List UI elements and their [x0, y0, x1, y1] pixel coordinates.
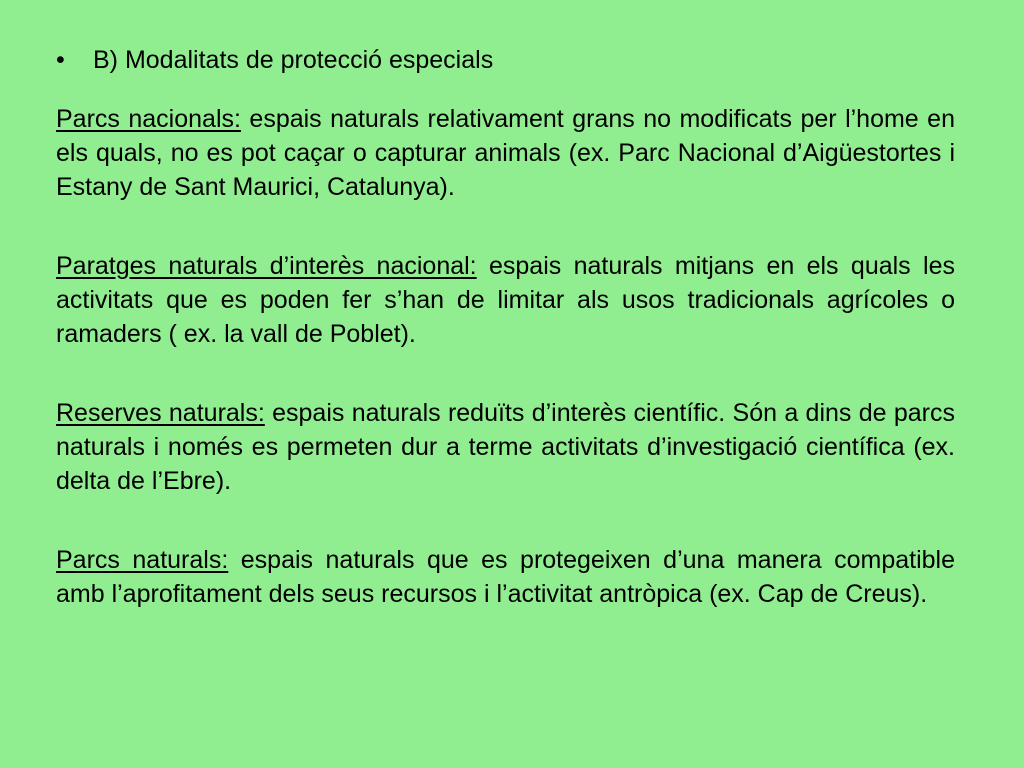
- paragraph-parcs-nacionals: [56, 102, 955, 204]
- paragraph-paratges-naturals: [56, 249, 955, 351]
- section-heading-text: B) Modalitats de protecció especials: [93, 46, 494, 74]
- definition-paratges-naturals: espais naturals mitjans en els quals les activitats que es poden fer s’han de limitar als usos tradicionals agrícoles o ramaders ( ex. la vall de Poblet).: [56, 252, 955, 348]
- paragraph-reserves-naturals: [56, 396, 955, 498]
- term-reserves-naturals: Reserves naturals:: [56, 399, 265, 427]
- bullet-icon: •: [56, 46, 65, 74]
- term-parcs-nacionals: Parcs nacionals:: [56, 105, 241, 133]
- slide-content: [56, 40, 955, 656]
- definition-parcs-naturals: espais naturals que es protegeixen d’una manera compatible amb l’aprofitament dels seus recursos i l’activitat antròpica (ex. Cap de Creus).: [56, 546, 955, 608]
- section-heading: [56, 40, 955, 80]
- term-paratges-naturals: Paratges naturals d’interès nacional:: [56, 252, 477, 280]
- paragraph-parcs-naturals: [56, 543, 955, 611]
- definition-parcs-nacionals: espais naturals relativament grans no modificats per l’home en els quals, no es pot caçar o capturar animals (ex. Parc Nacional d’Aigüestortes i Estany de Sant Maurici, Catalunya).: [56, 105, 955, 201]
- definition-reserves-naturals: espais naturals reduïts d’interès científic. Són a dins de parcs naturals i només es permeten dur a terme activitats d’investigació científica (ex. delta de l’Ebre).: [56, 399, 955, 495]
- term-parcs-naturals: Parcs naturals:: [56, 546, 229, 574]
